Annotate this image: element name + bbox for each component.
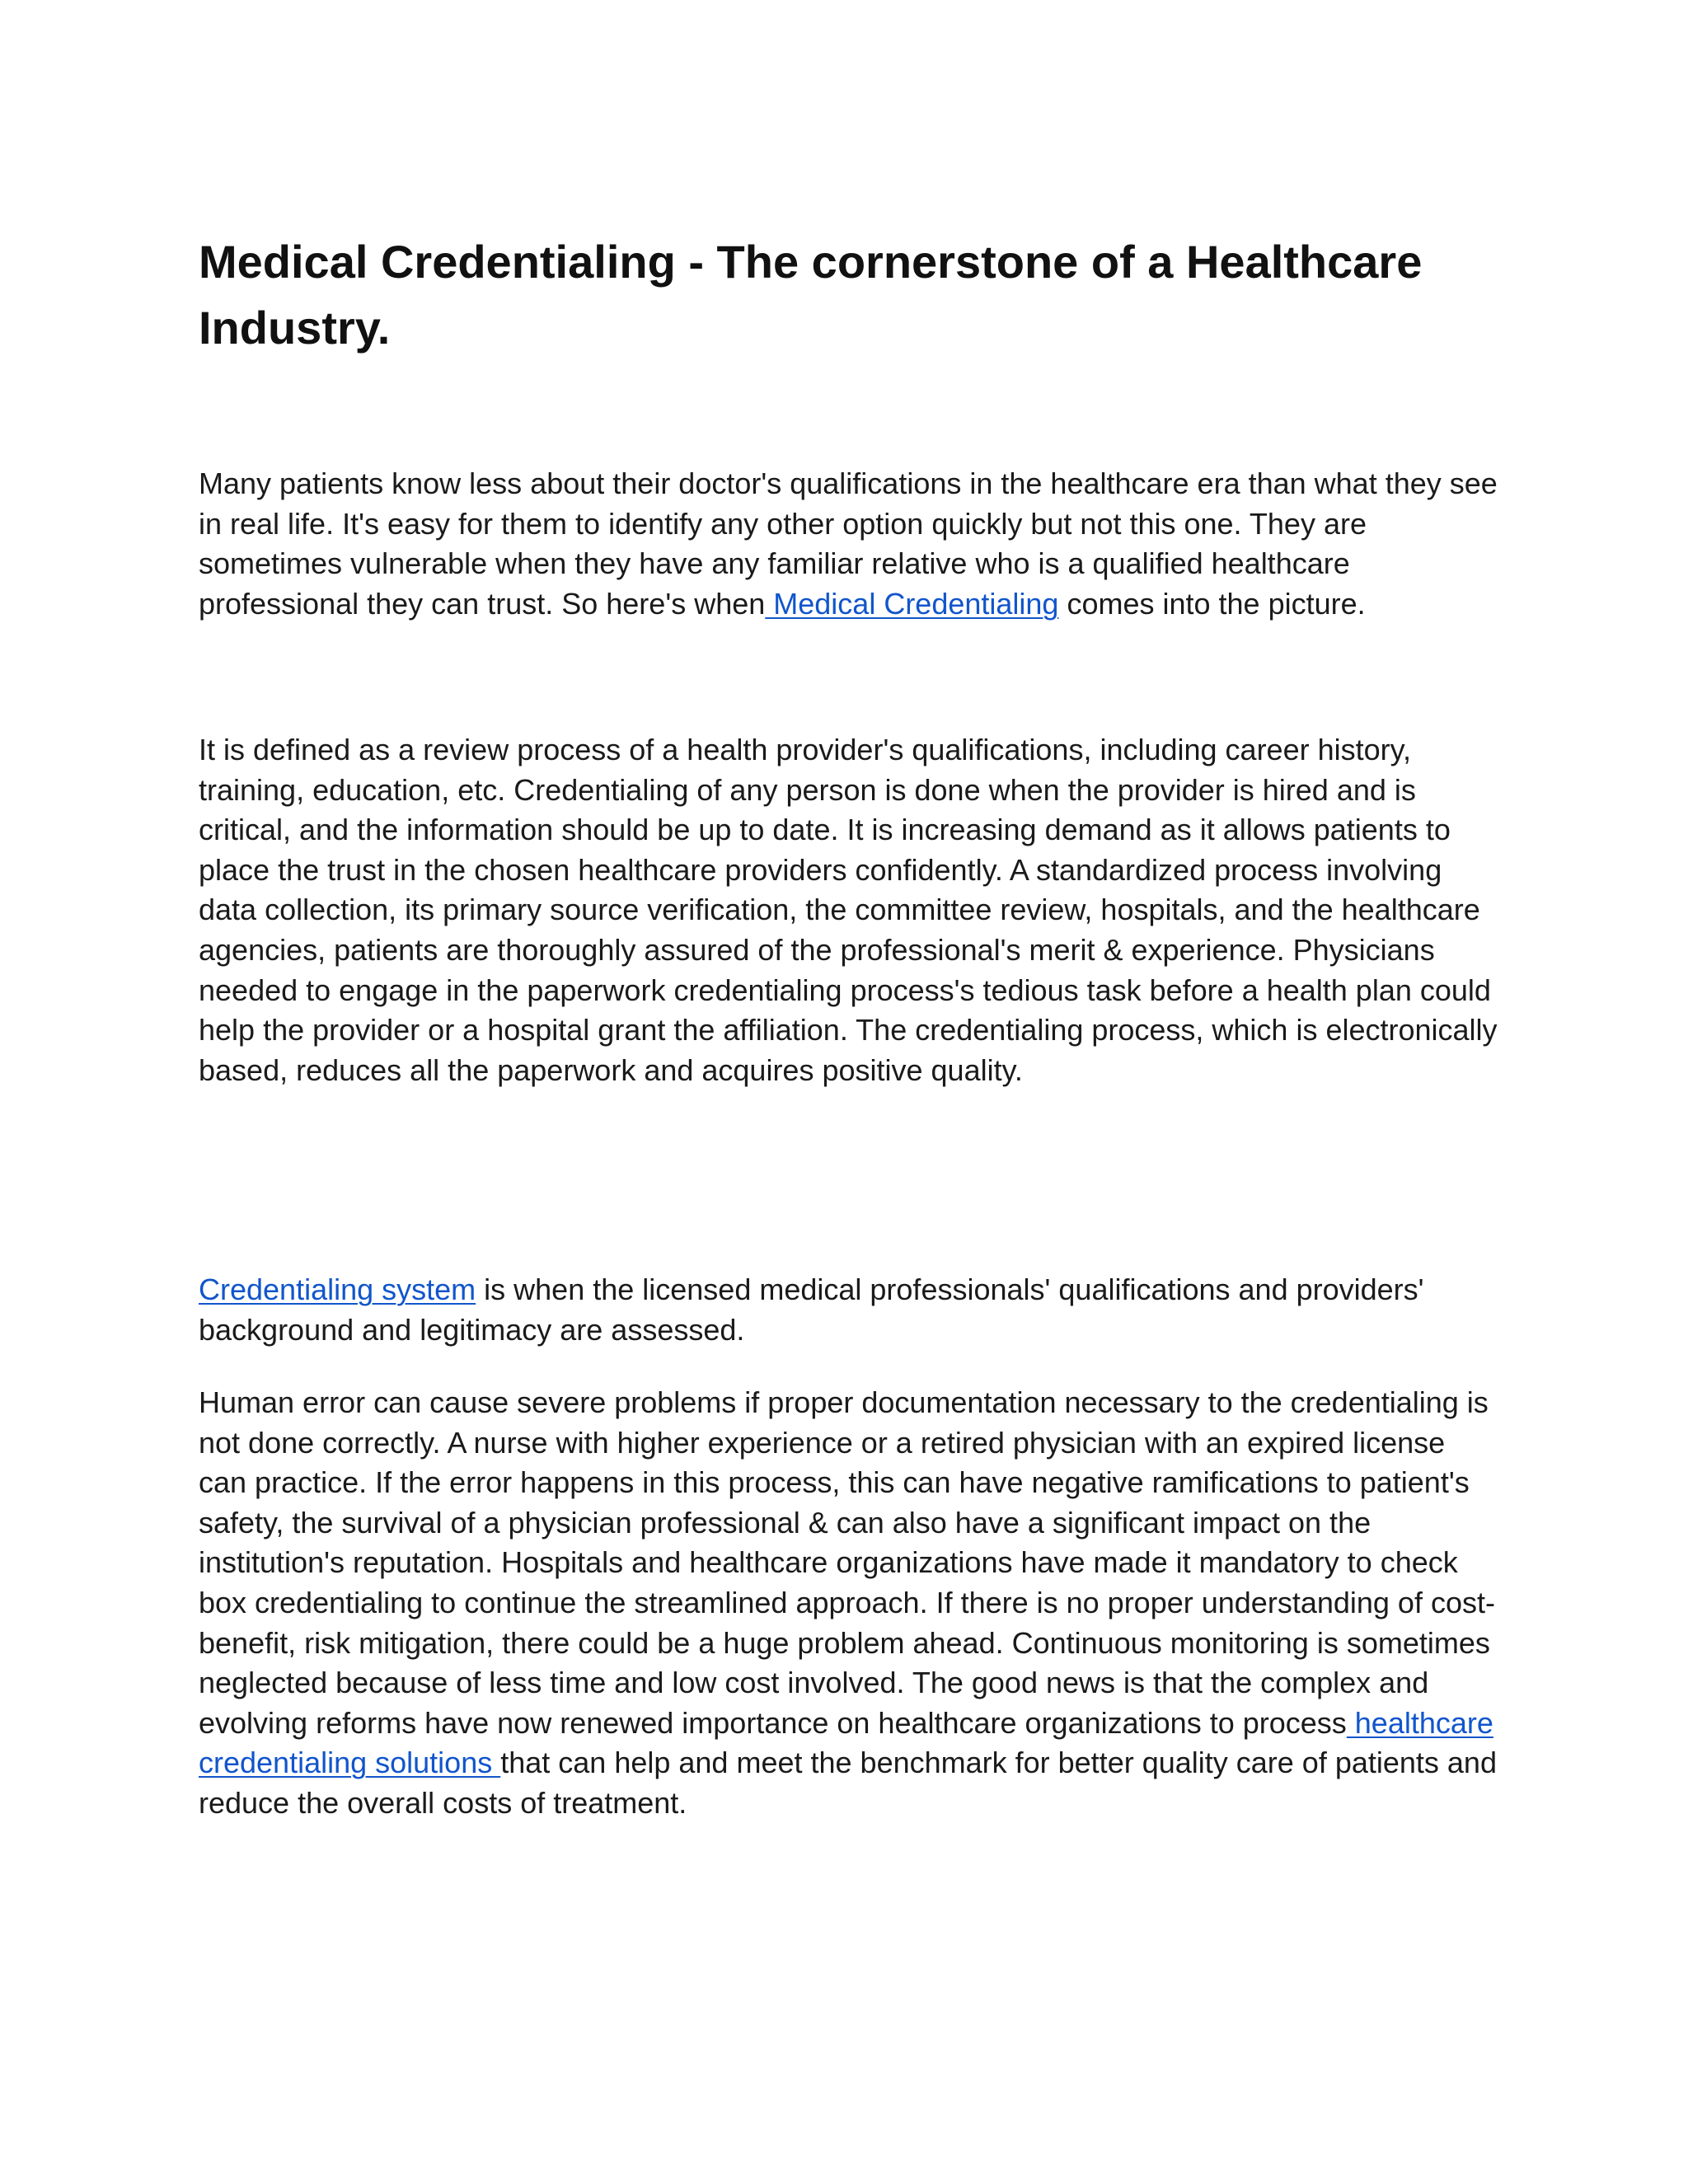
paragraph-definition: It is defined as a review process of a health provider's qualifications, including career history, training, education, etc. Credentialing of any person is done when the provider is hired and is critical, and the information should be up to date. It is increasing demand as it allows patients to place the trust in the chosen healthcare providers confidently. A standardized process involving data collection, its primary source verification, the committee review, hospitals, and the healthcare agencies, patients are thoroughly assured of the professional's merit & experience. Physicians needed to engage in the paperwork credentialing process's tedious task before a health plan could help the provider or a hospital grant the affiliation. The credentialing process, which is electronically based, reduces all the paperwork and acquires positive quality. <box>199 733 1498 1087</box>
paragraph-human-error-text-before: Human error can cause severe problems if proper documentation necessary to the credentialing is not done correctly. A nurse with higher experience or a retired physician with an expired license can practice. If the error happens in this process, this can have negative ramifications to patient's safety, the survival of a physician professional & can also have a significant impact on the institution's reputation. Hospitals and healthcare organizations have made it mandatory to check box credentialing to continue the streamlined approach. If there is no proper understanding of cost-benefit, risk mitigation, there could be a huge problem ahead. Continuous monitoring is sometimes neglected because of less time and low cost involved. The good news is that the complex and evolving reforms have now renewed importance on healthcare organizations to process <box>199 1385 1495 1740</box>
credentialing-system-link[interactable]: Credentialing system <box>199 1272 476 1306</box>
paragraph-credentialing-system <box>199 1270 1501 1350</box>
healthcare-credentialing-solutions-link[interactable]: healthcare credentialing solutions <box>199 1705 1493 1780</box>
paragraph-intro-text-before: Many patients know less about their doctor's qualifications in the healthcare era than what they see in real life. It's easy for them to identify any other option quickly but not this one. They are sometimes vulnerable when they have any familiar relative who is a qualified healthcare professional they can trust. So here's when <box>199 466 1498 621</box>
medical-credentialing-link[interactable]: Medical Credentialing <box>765 586 1059 621</box>
paragraph-credentialing-system-text: is when the licensed medical professionals' qualifications and providers' background and legitimacy are assessed. <box>199 1272 1424 1347</box>
paragraph-intro <box>199 464 1501 624</box>
paragraph-human-error-text-after: that can help and meet the benchmark for better quality care of patients and reduce the overall costs of treatment. <box>199 1746 1497 1820</box>
paragraph-intro-text-after: comes into the picture. <box>1058 586 1366 621</box>
paragraph-human-error <box>199 1383 1501 1824</box>
page-title: Medical Credentialing - The cornerstone of a Healthcare Industry. <box>199 236 1423 354</box>
